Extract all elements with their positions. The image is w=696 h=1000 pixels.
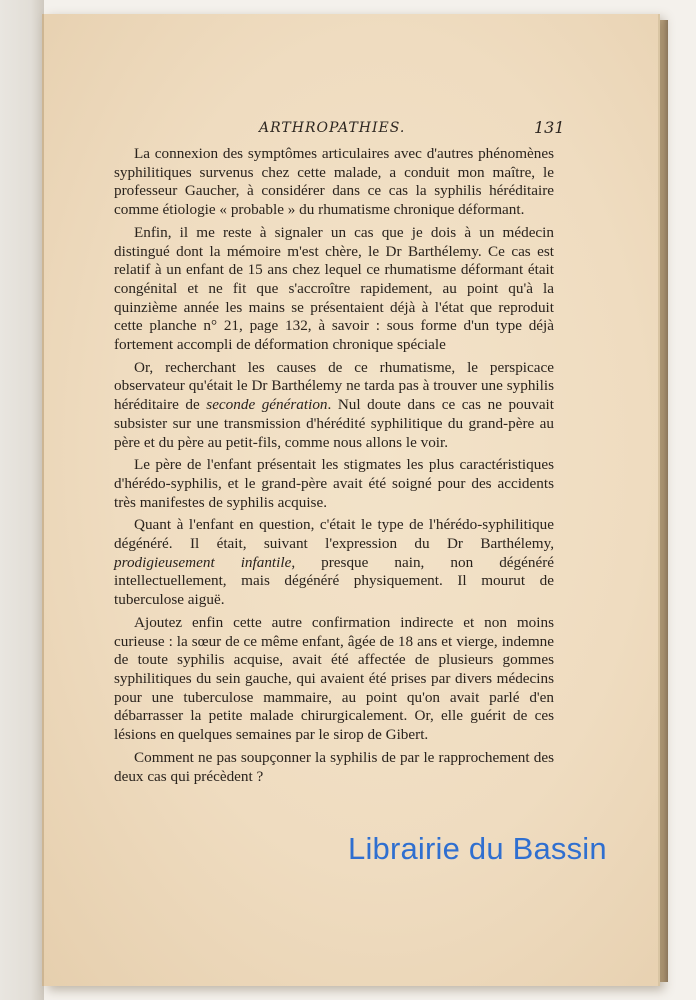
- paragraph: Ajoutez enfin cette autre confirmation indirecte et non moins curieuse : la sœur de ce même enfant, âgée de 18 ans et vierge, indemne de toute syphilis acquise, avait été affectée de plusieurs gommes syphilitiques du sein gauche, qui avaient été prises par divers médecins pour une tuberculose mammaire, au point qu'on avait parlé d'en débarrasser la petite malade chirurgicalement. Or, elle guérit de ces lésions en quelques semaines par le sirop de Gibert.: [114, 613, 554, 744]
- paragraph: [114, 516, 554, 610]
- page-number: 131: [534, 118, 565, 137]
- paragraph: Comment ne pas soupçonner la syphilis de par le rapprochement des deux cas qui précèdent ?: [114, 748, 554, 785]
- running-header: [44, 120, 658, 144]
- emphasis-text: seconde génération: [206, 396, 328, 414]
- paragraph: Le père de l'enfant présentait les stigmates les plus caractéristiques d'hérédo-syphilis, et le grand-père avait été soigné pour des accidents très manifestes de syphilis acquise.: [114, 456, 554, 511]
- emphasis-text: prodigieusement infantile: [114, 553, 292, 571]
- paragraph-text: Quant à l'enfant en question, c'était le type de l'hérédo-syphilitique dégénéré. Il était, suivant l'expression du Dr Barthélemy,: [114, 516, 554, 553]
- running-title: ARTHROPATHIES.: [259, 120, 406, 136]
- paragraph-text: Or, recherchant les causes de ce rhumatisme, le perspicace observateur qu'était le Dr Barthélemy ne tarda pas à trouver une syphilis héréditaire de: [114, 358, 554, 414]
- paragraph: La connexion des symptômes articulaires avec d'autres phénomènes syphilitiques survenus chez cette malade, a conduit mon maître, le professeur Gaucher, à considérer dans ce cas la syphilis héréditaire comme étiologie « probable » du rhumatisme chronique déformant.: [114, 145, 554, 219]
- paragraph: [114, 359, 554, 453]
- bookseller-watermark: Librairie du Bassin: [348, 831, 607, 866]
- paragraph-text: . Nul doute dans ce cas ne pouvait subsister sur une transmission d'hérédité syphilitique du grand-père au père et du père au petit-fils, comme nous allons le voir.: [114, 396, 554, 451]
- body-text: [114, 145, 554, 790]
- paragraph: Enfin, il me reste à signaler un cas que je dois à un médecin distingué dont la mémoire m'est chère, le Dr Barthélemy. Ce cas est relatif à un enfant de 15 ans chez lequel ce rhumatisme déformant était congénital et ne fit que s'accroître rapidement, au point qu'à la quinzième année les mains se présentaient déjà à l'état que reproduit cette planche n° 21, page 132, à savoir : sous forme d'un type déjà fortement accompli de déformation chronique spéciale: [114, 223, 554, 354]
- paragraph-text: , presque nain, non dégénéré intellectuellement, mais dégénéré physiquement. Il mourut de tuberculose aiguë.: [114, 553, 554, 609]
- book-cover-board: [0, 0, 44, 1000]
